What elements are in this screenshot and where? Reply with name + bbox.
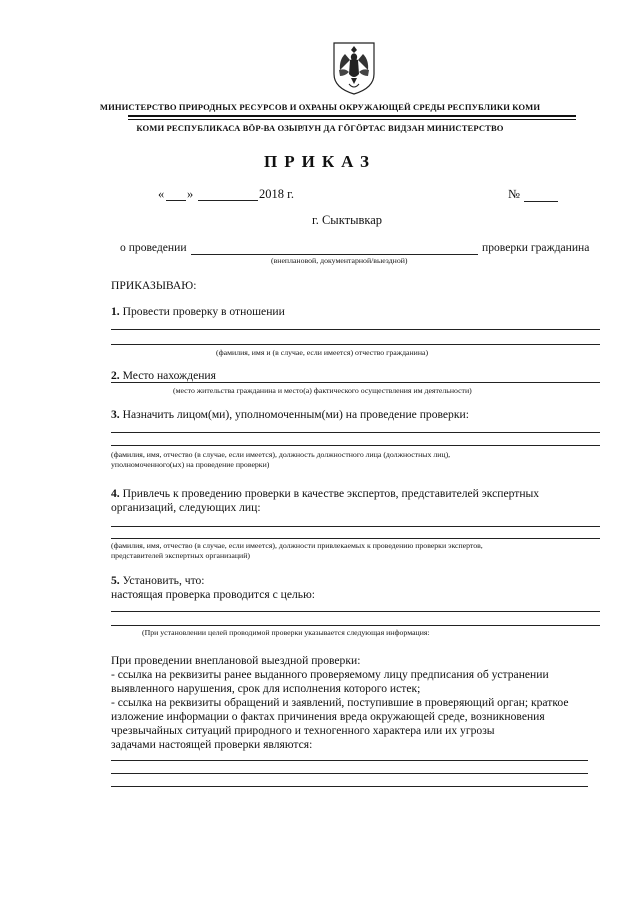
info-line-1: При проведении внеплановой выездной проверки: (111, 654, 361, 667)
info-line-3: выявленного нарушения, срок для исполнения которого истек; (111, 682, 421, 695)
item-4-field-line-1[interactable] (111, 526, 600, 527)
city: г. Сыктывкар (312, 213, 383, 227)
item-5-field-line-1[interactable] (111, 611, 600, 612)
item-4-caption-2: представителей экспертных организаций) (111, 551, 250, 560)
info-line-7: задачами настоящей проверки являются: (111, 738, 313, 751)
subject-prefix: о проведении (120, 241, 187, 254)
date-day-field[interactable] (166, 200, 186, 201)
item-1-field-line-1[interactable] (111, 329, 600, 330)
item-3-number: 3. (111, 408, 120, 421)
subject-caption: (внеплановой, документарной/выездной) (271, 256, 408, 265)
item-5-text: Установить, что: (122, 574, 205, 587)
info-line-2: - ссылка на реквизиты ранее выданного проверяемому лицу предписания об устранении (111, 668, 549, 681)
tasks-field-line-1[interactable] (111, 760, 588, 761)
item-3-field-line-2[interactable] (111, 445, 600, 446)
tasks-field-line-3[interactable] (111, 786, 588, 787)
info-line-5: изложение информации о фактах причинения вреда окружающей среде, возникновения (111, 710, 545, 723)
number-label: № (508, 187, 520, 201)
number-field[interactable] (524, 201, 558, 202)
item-1-field-line-2[interactable] (111, 344, 600, 345)
date-quote-close: » (187, 187, 194, 201)
item-1-text: Провести проверку в отношении (122, 305, 285, 318)
ministry-name-ru: МИНИСТЕРСТВО ПРИРОДНЫХ РЕСУРСОВ И ОХРАНЫ ОКРУЖАЮЩЕЙ СРЕДЫ РЕСПУБЛИКИ КОМИ (99, 102, 541, 112)
item-3-caption-1: (фамилия, имя, отчество (в случае, если имеется), должность должностного лица (должностных лиц), (111, 450, 451, 459)
item-2-text: Место нахождения (122, 369, 216, 382)
item-3-field-line-1[interactable] (111, 432, 600, 433)
header-rule-thin (128, 119, 576, 120)
item-3-text: Назначить лицом(ми), уполномоченным(ми) на проведение проверки: (122, 408, 469, 421)
date-month-field[interactable] (198, 200, 258, 201)
item-2-number: 2. (111, 369, 120, 382)
info-line-6: чрезвычайных ситуаций природного и техногенного характера или их угрозы (111, 724, 495, 737)
document-title: ПРИКАЗ (264, 152, 376, 171)
item-2-field[interactable] (111, 382, 600, 383)
item-4-text-2: организаций, следующих лиц: (111, 501, 261, 514)
item-1-number: 1. (111, 305, 120, 318)
order-word: ПРИКАЗЫВАЮ: (111, 279, 197, 292)
subject-type-field[interactable] (191, 254, 478, 255)
item-4-caption-1: (фамилия, имя, отчество (в случае, если имеется), должности привлекаемых к проведению проверки экспертов, (111, 541, 483, 550)
date-quote-open: « (158, 187, 165, 201)
subject-suffix: проверки гражданина (482, 241, 590, 254)
tasks-field-line-2[interactable] (111, 773, 588, 774)
item-5-goal-text: настоящая проверка проводится с целью: (111, 588, 315, 601)
coat-of-arms-icon (331, 40, 377, 96)
item-4-field-line-2[interactable] (111, 538, 600, 539)
item-5-caption: (При установлении целей проводимой проверки указывается следующая информация: (142, 628, 430, 637)
item-4-text-1: Привлечь к проведению проверки в качестве экспертов, представителей экспертных (122, 487, 540, 500)
item-2-caption: (место жительства гражданина и место(а) фактического осуществления им деятельности) (173, 386, 472, 395)
date-year: 2018 г. (259, 187, 294, 201)
item-4-number: 4. (111, 487, 120, 500)
info-line-4: - ссылка на реквизиты обращений и заявлений, поступившие в проверяющий орган; краткое (111, 696, 569, 709)
item-5-number: 5. (111, 574, 120, 587)
item-5-field-line-2[interactable] (111, 625, 600, 626)
header-rule-thick (128, 115, 576, 117)
item-1-caption: (фамилия, имя и (в случае, если имеется) отчество гражданина) (216, 348, 429, 357)
ministry-name-komi: КОМИ РЕСПУБЛИКАСА ВӦР-ВА ОЗЫРЛУН ДА ГӦГӦРТАС ВИДЗАН МИНИСТЕРСТВО (136, 123, 504, 133)
item-3-caption-2: уполномоченного(ых) на проведение проверки) (111, 460, 270, 469)
